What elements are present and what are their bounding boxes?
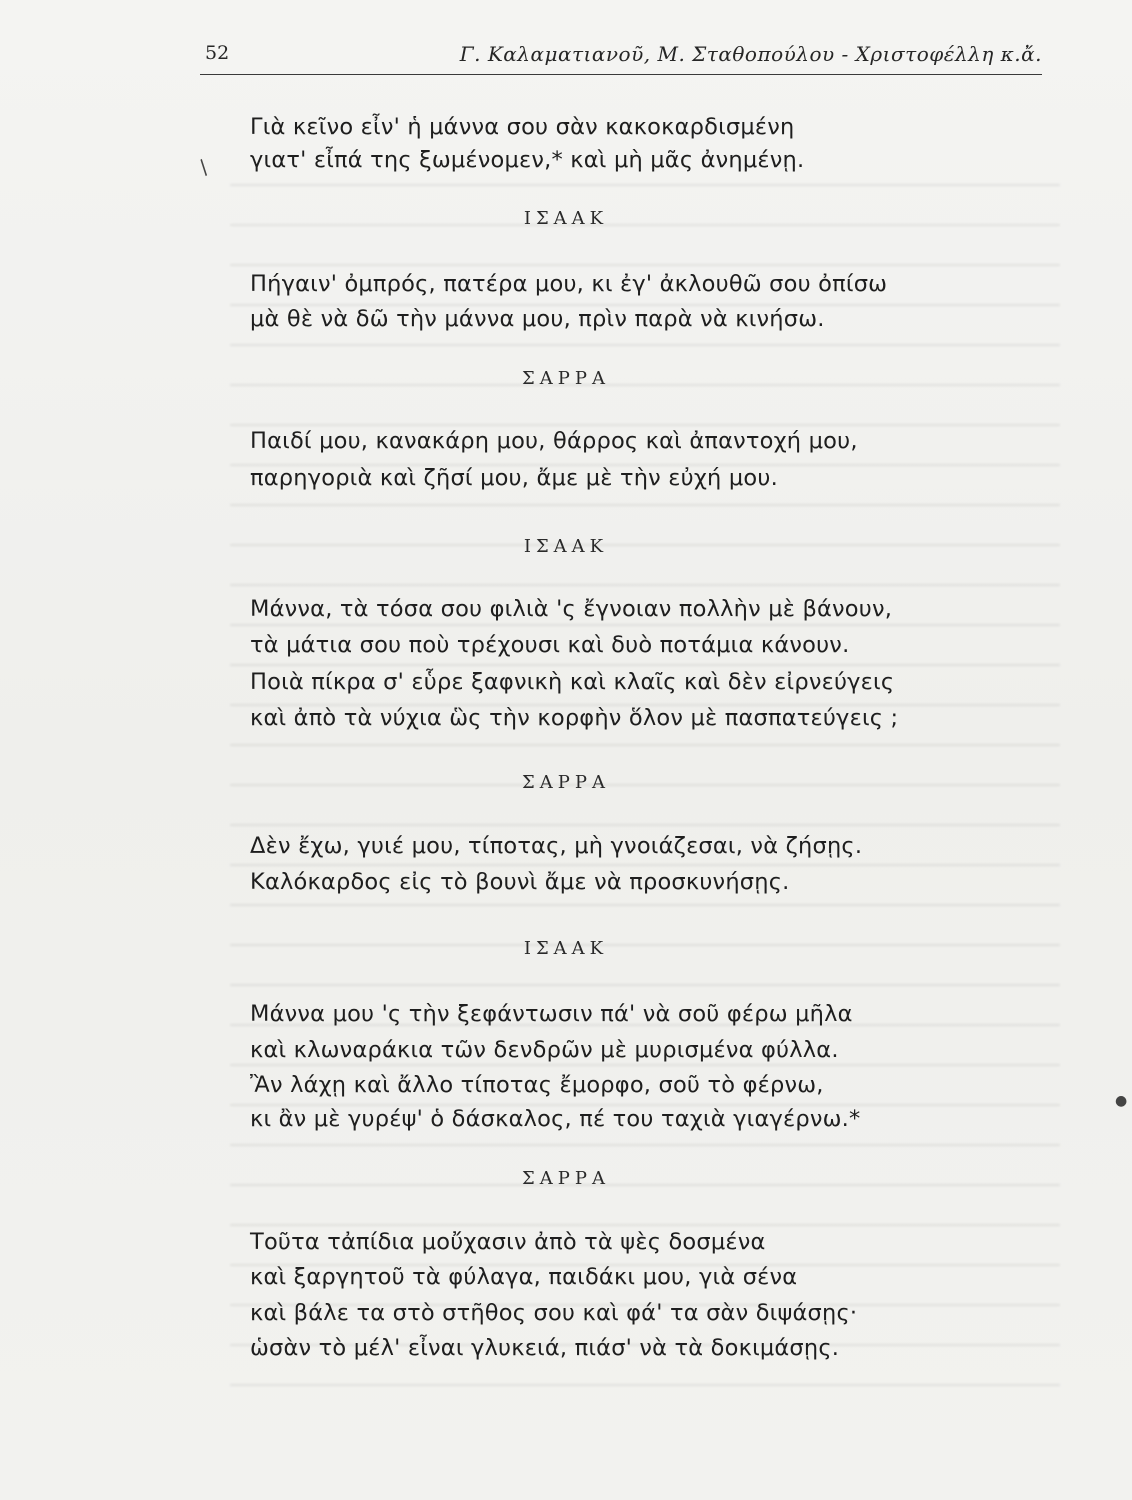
page-header [200, 38, 1042, 75]
verse-line: παρηγοριὰ καὶ ζῆσί μου, ἄμε μὲ τὴν εὐχή μου. [250, 465, 778, 491]
verse-line: Καλόκαρδος εἰς τὸ βουνὶ ἄμε νὰ προσκυνήσῃς. [250, 869, 790, 895]
speaker-name: ΙΣΑΑΚ [523, 536, 609, 557]
verse-line: Τοῦτα τἀπίδια μοὔχασιν ἀπὸ τὰ ψὲς δοσμένα [250, 1229, 766, 1255]
speaker-name: ΙΣΑΑΚ [523, 208, 609, 229]
verse-line: μὰ θὲ νὰ δῶ τὴν μάννα μου, πρὶν παρὰ νὰ κινήσω. [250, 306, 825, 332]
verse-line: Δὲν ἔχω, γυιέ μου, τίποτας, μὴ γνοιάζεσαι, νὰ ζήσῃς. [250, 833, 863, 859]
running-head: Γ. Καλαματιανοῦ, Μ. Σταθοπούλου - Χριστοφέλλη κ.ἄ. [459, 42, 1042, 66]
page-number: 52 [205, 42, 230, 64]
speaker-name: ΣΑΡΡΑ [522, 772, 610, 793]
verse-line: καὶ ξαργητοῦ τὰ φύλαγα, παιδάκι μου, γιὰ σένα [250, 1264, 798, 1290]
verse-line: Μάννα, τὰ τόσα σου φιλιὰ 'ς ἔγνοιαν πολλὴν μὲ βάνουν, [250, 596, 893, 622]
speaker-name: ΣΑΡΡΑ [522, 1168, 610, 1189]
verse-line: καὶ βάλε τα στὸ στῆθος σου καὶ φά' τα σὰν διψάσῃς· [250, 1300, 858, 1326]
verse-line: ὡσὰν τὸ μέλ' εἶναι γλυκειά, πιάσ' νὰ τὰ δοκιμάσῃς. [250, 1335, 840, 1361]
verse-line: τὰ μάτια σου ποὺ τρέχουσι καὶ δυὸ ποτάμια κάνουν. [250, 632, 850, 658]
speaker-name: ΣΑΡΡΑ [522, 368, 610, 389]
verse-line: καὶ κλωναράκια τῶν δενδρῶν μὲ μυρισμένα φύλλα. [250, 1037, 839, 1063]
verse-line: καὶ ἀπὸ τὰ νύχια ὣς τὴν κορφὴν ὅλον μὲ πασπατεύγεις ; [250, 705, 899, 731]
scan-dot-mark: ● [1115, 1093, 1128, 1109]
verse-line: Παιδί μου, κανακάρη μου, θάρρος καὶ ἀπαντοχή μου, [250, 428, 858, 454]
speaker-name: ΙΣΑΑΚ [523, 938, 609, 959]
pencil-tick-mark: / [193, 155, 214, 179]
verse-line: γιατ' εἶπά της ξωμένομεν,* καὶ μὴ μᾶς ἀνημένῃ. [250, 147, 805, 173]
verse-line: Ποιὰ πίκρα σ' εὗρε ξαφνικὴ καὶ κλαῖς καὶ δὲν εἰρνεύγεις [250, 669, 895, 695]
verse-line: Πήγαιν' ὀμπρός, πατέρα μου, κι ἐγ' ἀκλουθῶ σου ὀπίσω [250, 271, 888, 297]
verse-line: Ἂν λάχῃ καὶ ἄλλο τίποτας ἔμορφο, σοῦ τὸ φέρνω, [250, 1072, 824, 1098]
verse-line: Γιὰ κεῖνο εἶν' ἡ μάννα σου σὰν κακοκαρδισμένη [250, 114, 795, 140]
verse-line: κι ἂν μὲ γυρέψ' ὁ δάσκαλος, πέ του ταχιὰ γιαγέρνω.* [250, 1106, 861, 1132]
verse-line: Μάννα μου 'ς τὴν ξεφάντωσιν πά' νὰ σοῦ φέρω μῆλα [250, 1001, 853, 1027]
